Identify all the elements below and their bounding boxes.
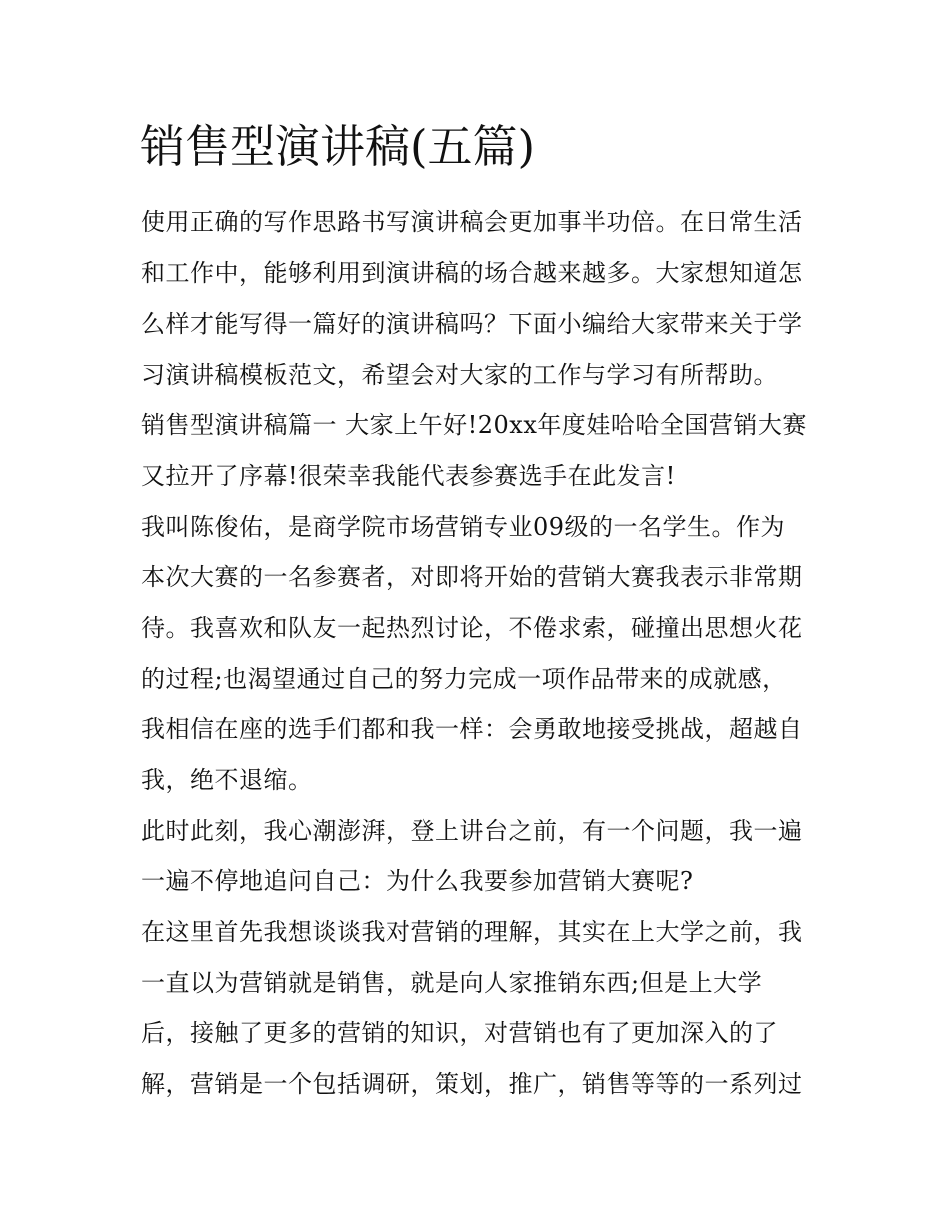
body-line: 么样才能写得一篇好的演讲稿吗？下面小编给大家带来关于学 [141, 310, 803, 338]
body-line: 我叫陈俊佑，是商学院市场营销专业09级的一名学生。作为 [141, 513, 786, 541]
body-line: 我相信在座的选手们都和我一样：会勇敢地接受挑战，超越自 [141, 715, 803, 743]
body-line: 此时此刻，我心潮澎湃，登上讲台之前，有一个问题，我一遍 [141, 817, 803, 845]
body-line: 习演讲稿模板范文，希望会对大家的工作与学习有所帮助。 [141, 361, 778, 389]
body-line: 使用正确的写作思路书写演讲稿会更加事半功倍。在日常生活 [141, 208, 803, 236]
body-line: 一遍不停地追问自己：为什么我要参加营销大赛呢? [141, 867, 694, 895]
body-line: 和工作中，能够利用到演讲稿的场合越来越多。大家想知道怎 [141, 259, 803, 287]
body-line: 的过程;也渴望通过自己的努力完成一项作品带来的成就感， [141, 665, 787, 693]
body-line: 在这里首先我想谈谈我对营销的理解，其实在上大学之前，我 [141, 918, 803, 946]
body-line: 解，营销是一个包括调研，策划，推广，销售等等的一系列过 [141, 1070, 803, 1098]
body-line: 待。我喜欢和队友一起热烈讨论，不倦求索，碰撞出思想火花 [141, 614, 803, 642]
body-line: 后，接触了更多的营销的知识，对营销也有了更加深入的了 [141, 1019, 778, 1047]
body-line: 我，绝不退缩。 [141, 766, 313, 794]
body-line: 销售型演讲稿篇一 大家上午好!20xx年度娃哈哈全国营销大赛 [141, 411, 807, 439]
body-line: 又拉开了序幕!很荣幸我能代表参赛选手在此发言! [141, 462, 676, 490]
body-line: 一直以为营销就是销售，就是向人家推销东西;但是上大学 [141, 969, 763, 997]
page-title: 销售型演讲稿(五篇) [140, 120, 536, 173]
body-line: 本次大赛的一名参赛者，对即将开始的营销大赛我表示非常期 [141, 563, 803, 591]
